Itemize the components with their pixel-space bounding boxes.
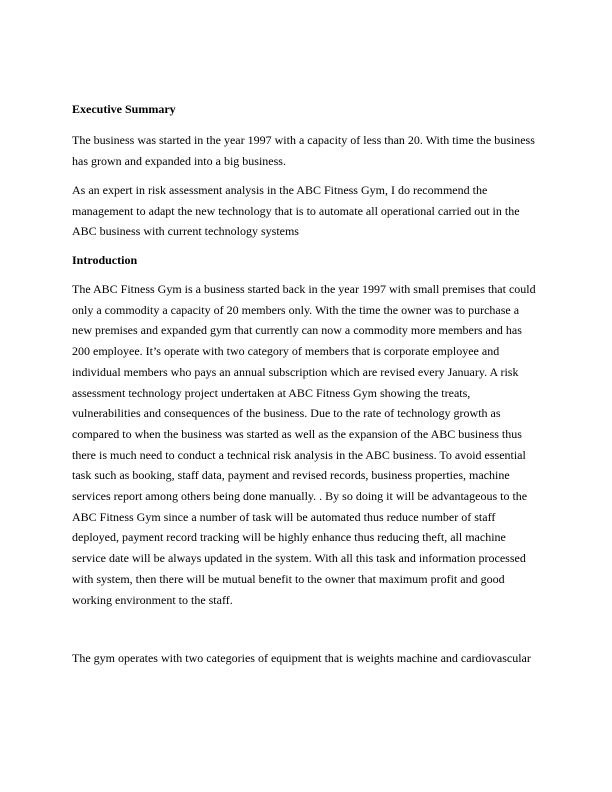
executive-summary-paragraph-1 bbox=[72, 130, 542, 171]
text-line: only a commodity a capacity of 20 members only. With the time the owner was to purchase a bbox=[72, 302, 520, 317]
text-line: ABC business with current technology systems bbox=[72, 224, 299, 239]
text-line: assessment technology project undertaken at ABC Fitness Gym showing the treats, bbox=[72, 385, 471, 400]
text-line: there is much need to conduct a technical risk analysis in the ABC business. To avoid essential bbox=[72, 447, 526, 462]
text-line: 200 employee. It’s operate with two category of members that is corporate employee and bbox=[72, 344, 500, 359]
text-line: working environment to the staff. bbox=[72, 592, 233, 607]
text-line: service date will be always updated in the system. With all this task and information processed bbox=[72, 551, 526, 566]
introduction-paragraph-2 bbox=[72, 648, 542, 669]
text-line: individual members who pays an annual subscription which are revised every January. A risk bbox=[72, 364, 519, 379]
text-line: services report among others being done manually. . By so doing it will be advantageous to the bbox=[72, 489, 528, 504]
text-line: task such as booking, staff data, payment and revised records, business properties, machine bbox=[72, 468, 510, 483]
text-line: As an expert in risk assessment analysis in the ABC Fitness Gym, I do recommend the bbox=[72, 183, 488, 197]
text-line: with system, then there will be mutual benefit to the owner that maximum profit and good bbox=[72, 571, 505, 586]
executive-summary-heading: Executive Summary bbox=[72, 102, 176, 116]
text-line: vulnerabilities and consequences of the business. Due to the rate of technology growth as bbox=[72, 406, 501, 421]
text-line: The gym operates with two categories of equipment that is weights machine and cardiovascular bbox=[72, 651, 531, 665]
text-line: management to adapt the new technology that is to automate all operational carried out in the bbox=[72, 203, 520, 218]
introduction-heading: Introduction bbox=[72, 253, 138, 267]
text-line: The ABC Fitness Gym is a business started back in the year 1997 with small premises that could bbox=[72, 282, 536, 296]
text-line: deployed, payment record tracking will be highly enhance thus reducing theft, all machine bbox=[72, 530, 506, 545]
introduction-paragraph-1 bbox=[72, 279, 542, 610]
text-line: ABC Fitness Gym since a number of task will be automated thus reduce number of staff bbox=[72, 509, 496, 524]
executive-summary-paragraph-2 bbox=[72, 180, 542, 242]
text-line: new premises and expanded gym that currently can now a commodity more members and has bbox=[72, 323, 522, 338]
text-line: compared to when the business was started as well as the expansion of the ABC business thus bbox=[72, 426, 522, 441]
text-line: The business was started in the year 1997 with a capacity of less than 20. With time the business bbox=[72, 133, 535, 147]
text-line: has grown and expanded into a big business. bbox=[72, 153, 286, 168]
